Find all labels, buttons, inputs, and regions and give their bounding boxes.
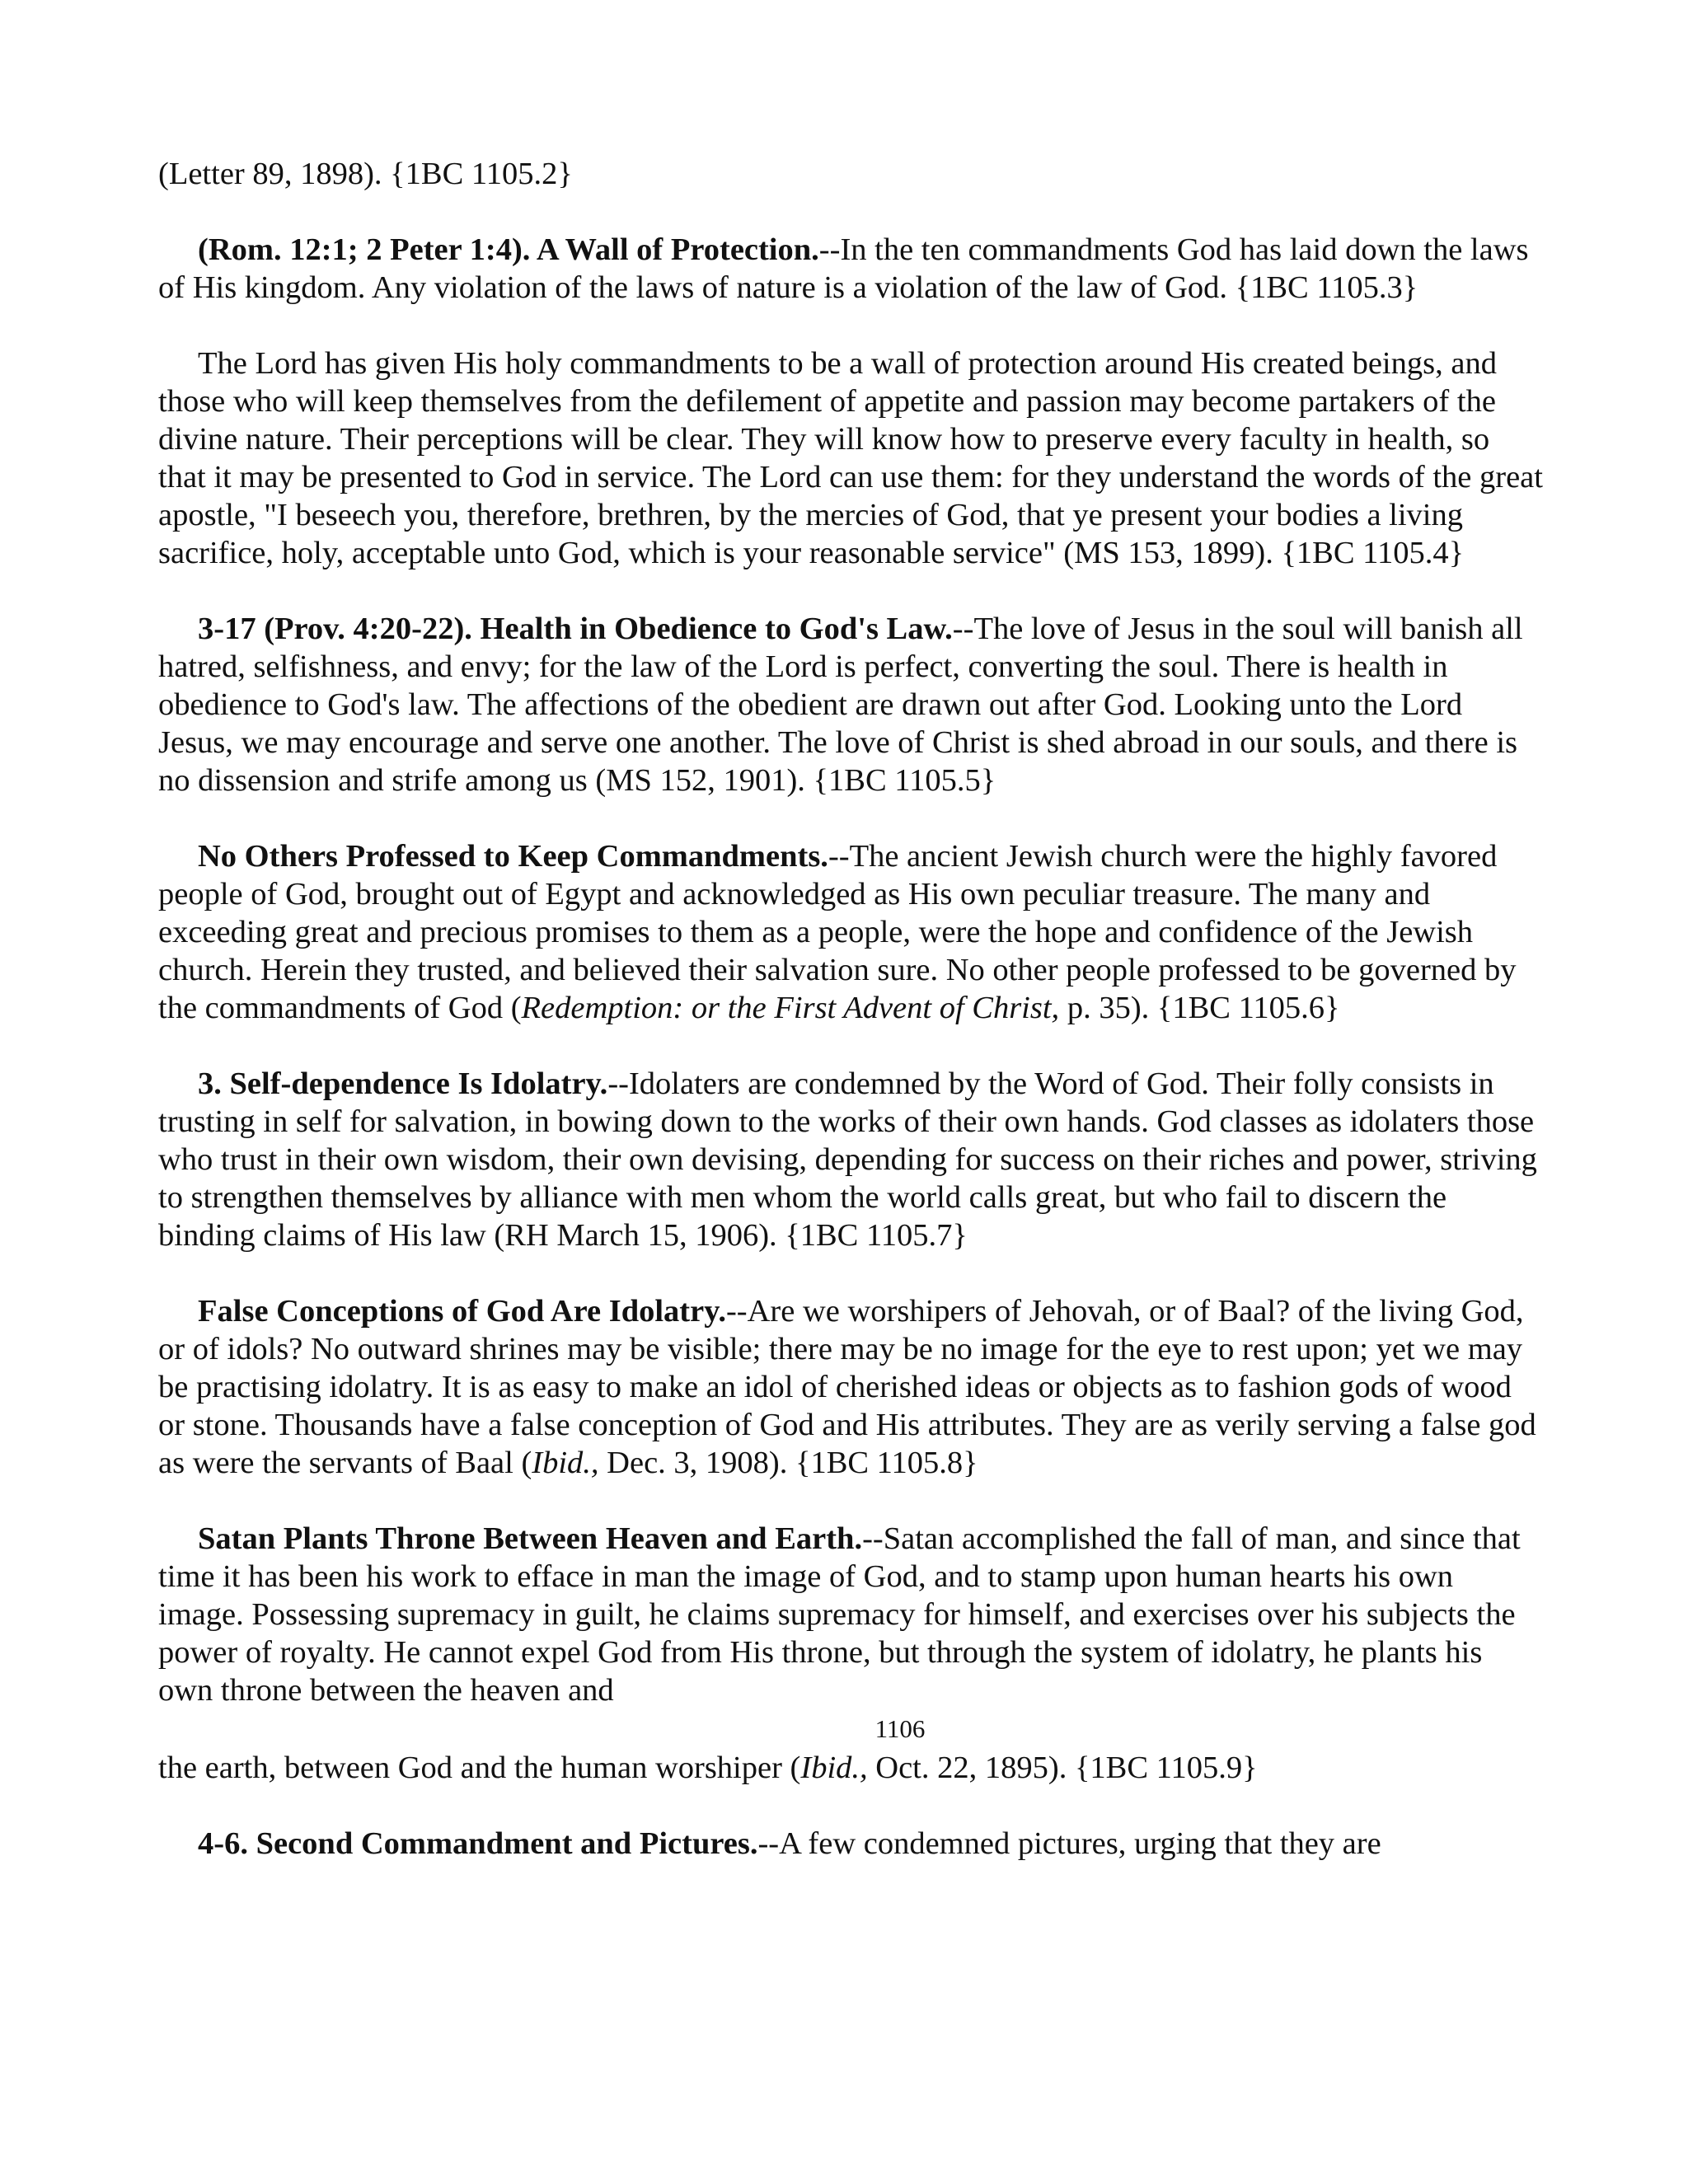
paragraph-heading: 4-6. Second Commandment and Pictures. <box>198 1826 758 1861</box>
paragraph-heading: No Others Professed to Keep Commandments. <box>198 839 828 874</box>
paragraph-second-commandment <box>158 1825 1543 1863</box>
paragraph-satan-plants-throne <box>158 1520 1543 1709</box>
paragraph-false-conceptions <box>158 1292 1543 1482</box>
paragraph-no-others-professed <box>158 837 1543 1027</box>
paragraph-italic-ibid: Ibid., <box>800 1750 868 1785</box>
paragraph-text: --Satan accomplished the fall of man, and since that time it has been his work to efface in man the image of God, and to stamp upon human hearts his own image. Possessing supremacy in guilt, he claims supremacy for himself, and exercises over his subjects the power of royalty. He cannot expel God from His throne, but through the system of idolatry, he plants his own throne between the heaven and <box>158 1521 1521 1708</box>
paragraph-heading: Satan Plants Throne Between Heaven and Earth. <box>198 1521 863 1556</box>
paragraph-italic-ibid: Ibid., <box>532 1446 599 1480</box>
paragraph-text: The Lord has given His holy commandments to be a wall of protection around His created beings, and those who will keep themselves from the defilement of appetite and passion may become partakers of the divine nature. Their perceptions will be clear. They will know how to preserve every faculty in health, so that it may be presented to God in service. The Lord can use them: for they understand the words of the great apostle, "I beseech you, therefore, brethren, by the mercies of God, that ye present your bodies a living sacrifice, holy, acceptable unto God, which is your reasonable service" (MS 153, 1899). {1BC 1105.4} <box>158 346 1543 570</box>
paragraph-text: --The ancient Jewish church were the highly favored people of God, brought out of Egypt and acknowledged as His own peculiar treasure. The many and exceeding great and precious promises to them as a people, were the hope and confidence of the Jewish church. Herein they trusted, and believed their salvation sure. No other people professed to be governed by the commandments of God ( <box>158 839 1517 1025</box>
paragraph-heading: False Conceptions of God Are Idolatry. <box>198 1294 726 1329</box>
document-page <box>158 155 1543 1900</box>
paragraph-health-in-obedience <box>158 610 1543 799</box>
paragraph-text-after: Oct. 22, 1895). {1BC 1105.9} <box>867 1750 1258 1785</box>
paragraph-text: (Letter 89, 1898). {1BC 1105.2} <box>158 157 573 191</box>
paragraph-holy-commandments <box>158 344 1543 572</box>
paragraph-self-dependence <box>158 1065 1543 1254</box>
paragraph-text: --Idolaters are condemned by the Word of God. Their folly consists in trusting in self for salvation, in bowing down to the works of their own hands. God classes as idolaters those who trust in their own wisdom, their own devising, depending for success on their riches and power, striving to strengthen themselves by alliance with men whom the world calls great, but who fail to discern the binding claims of His law (RH March 15, 1906). {1BC 1105.7} <box>158 1066 1537 1253</box>
paragraph-text-after: p. 35). {1BC 1105.6} <box>1059 991 1340 1025</box>
paragraph-text: --A few condemned pictures, urging that they are <box>757 1826 1381 1861</box>
paragraph-text-after: Dec. 3, 1908). {1BC 1105.8} <box>598 1446 978 1480</box>
paragraph-text: --Are we worshipers of Jehovah, or of Baal? of the living God, or of idols? No outward shrines may be visible; there may be no image for the eye to rest upon; yet we may be practising idolatry. It is as easy to make an idol of cherished ideas or objects as to fashion gods of wood or stone. Thousands have a false conception of God and His attributes. They are as verily serving a false god as were the servants of Baal ( <box>158 1294 1536 1480</box>
paragraph-text: --The love of Jesus in the soul will banish all hatred, selfishness, and envy; for the law of the Lord is perfect, converting the soul. There is health in obedience to God's law. The affections of the obedient are drawn out after God. Looking unto the Lord Jesus, we may encourage and serve one another. The love of Christ is shed abroad in our souls, and there is no dissension and strife among us (MS 152, 1901). {1BC 1105.5} <box>158 612 1523 798</box>
paragraph-letter-reference <box>158 155 1543 193</box>
paragraph-continuation <box>158 1749 1543 1787</box>
page-number: 1106 <box>874 1714 926 1743</box>
paragraph-text: the earth, between God and the human worshiper ( <box>158 1750 801 1785</box>
paragraph-heading: (Rom. 12:1; 2 Peter 1:4). A Wall of Protection. <box>198 232 819 267</box>
paragraph-wall-of-protection <box>158 231 1543 307</box>
paragraph-heading: 3-17 (Prov. 4:20-22). Health in Obedience to God's Law. <box>198 612 953 646</box>
paragraph-italic-title: Redemption: or the First Advent of Christ, <box>521 991 1060 1025</box>
paragraph-heading: 3. Self-dependence Is Idolatry. <box>198 1066 608 1101</box>
paragraph-text: --In the ten commandments God has laid down the laws of His kingdom. Any violation of the laws of nature is a violation of the law of God. {1BC 1105.3} <box>158 232 1529 305</box>
